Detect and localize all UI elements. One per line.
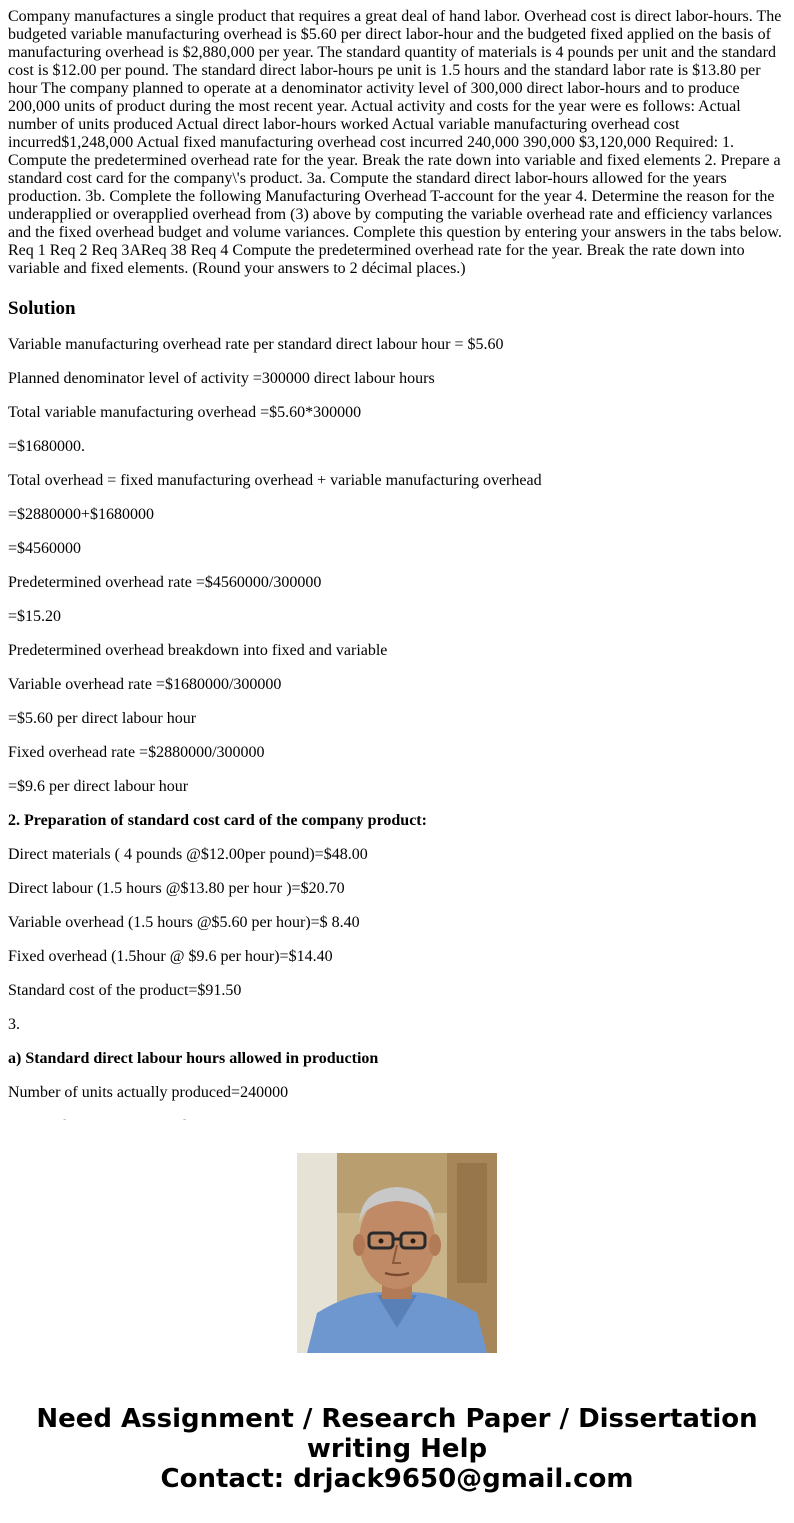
solution-line: Fixed overhead rate =$2880000/300000 [8,744,265,761]
solution-line: =$15.20 [8,608,62,625]
section-heading: 2. Preparation of standard cost card of the company product: [8,812,427,829]
portrait-photo [297,1153,497,1353]
promo-overlay [0,1120,794,1523]
solution-line: Standard cost of the product=$91.50 [8,982,242,999]
solution-line: =$2880000+$1680000 [8,506,155,523]
solution-line: =$9.6 per direct labour hour [8,778,189,795]
solution-line: Variable manufacturing overhead rate per standard direct labour hour = $5.60 [8,336,504,353]
solution-line: =$5.60 per direct labour hour [8,710,197,727]
question-text: Company manufactures a single product that requires a great deal of hand labor. Overhead cost is direct labor-hours. The budgeted variable manufacturing overhead is $5.60 per direct labor-hour and the budgeted fixed applied on the basis of manufacturing overhead is $2,880,000 per year. The standard quantity of materials is 4 pounds per unit and the standard cost is $12.00 per pound. The standard direct labor-hours pe unit is 1.5 hours and the standard labor rate is $13.80 per hour The company planned to operate at a denominator activity level of 300,000 direct labor-hours and to produce 200,000 units of product during the most recent year. Actual activity and costs for the year were es follows: Actual number of units produced Actual direct labor-hours worked Actual variable manufacturing overhead cost incurred$1,248,000 Actual fixed manufacturing overhead cost incurred 240,000 390,000 $3,120,000 Required: 1. Compute the predetermined overhead rate for the year. Break the rate down into variable and fixed elements 2. Prepare a standard cost card for the company\'s product. 3a. Compute the standard direct labor-hours allowed for the years production. 3b. Complete the following Manufacturing Overhead T-account for the year 4. Determine the reason for the underapplied or overapplied overhead from (3) above by computing the variable overhead rate and efficiency varlances and the fixed overhead budget and volume variances. Complete this question by entering your answers in the tabs below. Req 1 Req 2 Req 3AReq 38 Req 4 Compute the predetermined overhead rate for the year. Break the rate down into variable and fixed elements. (Round your answers to 2 décimal places.) [8,8,782,277]
promo-contact-line: Contact: drjack9650@gmail.com [160,1464,634,1494]
section-heading: a) Standard direct labour hours allowed in production [8,1050,379,1067]
solution-line: Predetermined overhead breakdown into fixed and variable [8,642,388,659]
solution-line: Predetermined overhead rate =$4560000/300000 [8,574,322,591]
solution-line: =$4560000 [8,540,82,557]
solution-line: Number of units actually produced=240000 [8,1084,289,1101]
promo-line-1: Need Assignment / Research Paper / Dissertation [36,1404,758,1434]
promo-line-2: writing Help [306,1434,488,1464]
solution-line: 3. [8,1016,20,1033]
promo-text [0,1404,794,1494]
document-content [8,8,786,1120]
solution-line: Planned denominator level of activity =300000 direct labour hours [8,370,435,387]
solution-line: Variable overhead (1.5 hours @$5.60 per hour)=$ 8.40 [8,914,360,931]
solution-line: Direct labour (1.5 hours @$13.80 per hour )=$20.70 [8,880,345,897]
solution-line: =$1680000. [8,438,86,455]
avatar [297,1153,497,1353]
solution-heading: Solution [8,298,76,319]
solution-line: Total overhead = fixed manufacturing overhead + variable manufacturing overhead [8,472,542,489]
solution-line: Fixed overhead (1.5hour @ $9.6 per hour)=$14.40 [8,948,333,965]
solution-line: Total variable manufacturing overhead =$5.60*300000 [8,404,362,421]
solution-line: Variable overhead rate =$1680000/300000 [8,676,282,693]
solution-line: Direct materials ( 4 pounds @$12.00per pound)=$48.00 [8,846,368,863]
